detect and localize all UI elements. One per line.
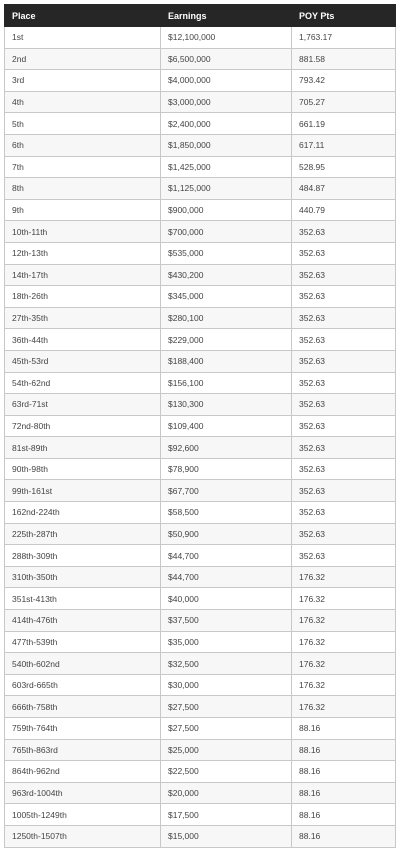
table-row [5,782,396,804]
table-row [5,566,396,588]
cell-place: 18th-26th [5,286,161,308]
cell-poy-pts: 176.32 [292,566,396,588]
table-row [5,221,396,243]
cell-poy-pts: 88.16 [292,718,396,740]
cell-earnings: $4,000,000 [161,70,292,92]
cell-poy-pts: 88.16 [292,804,396,826]
cell-place: 3rd [5,70,161,92]
cell-earnings: $35,000 [161,631,292,653]
table-row [5,653,396,675]
cell-earnings: $700,000 [161,221,292,243]
cell-place: 1st [5,27,161,49]
cell-place: 12th-13th [5,242,161,264]
cell-poy-pts: 176.32 [292,653,396,675]
cell-poy-pts: 88.16 [292,825,396,847]
table-row [5,329,396,351]
table-row [5,825,396,847]
table-row [5,415,396,437]
cell-earnings: $3,000,000 [161,91,292,113]
cell-poy-pts: 352.63 [292,502,396,524]
cell-poy-pts: 352.63 [292,458,396,480]
cell-place: 10th-11th [5,221,161,243]
cell-earnings: $156,100 [161,372,292,394]
cell-earnings: $188,400 [161,350,292,372]
cell-earnings: $109,400 [161,415,292,437]
cell-place: 666th-758th [5,696,161,718]
cell-earnings: $6,500,000 [161,48,292,70]
cell-place: 36th-44th [5,329,161,351]
cell-place: 540th-602nd [5,653,161,675]
cell-place: 90th-98th [5,458,161,480]
table-row [5,134,396,156]
cell-poy-pts: 661.19 [292,113,396,135]
cell-earnings: $32,500 [161,653,292,675]
cell-place: 5th [5,113,161,135]
table-row [5,480,396,502]
cell-place: 2nd [5,48,161,70]
table-row [5,70,396,92]
table-row [5,588,396,610]
cell-place: 4th [5,91,161,113]
cell-place: 414th-476th [5,610,161,632]
table-row [5,48,396,70]
cell-poy-pts: 176.32 [292,696,396,718]
table-row [5,523,396,545]
table-row [5,739,396,761]
table-row [5,458,396,480]
cell-poy-pts: 88.16 [292,739,396,761]
cell-place: 81st-89th [5,437,161,459]
cell-poy-pts: 352.63 [292,437,396,459]
cell-poy-pts: 176.32 [292,631,396,653]
cell-earnings: $12,100,000 [161,27,292,49]
payout-table [4,4,396,848]
cell-poy-pts: 528.95 [292,156,396,178]
table-body [5,27,396,848]
cell-place: 14th-17th [5,264,161,286]
table-row [5,178,396,200]
cell-poy-pts: 176.32 [292,610,396,632]
table-row [5,286,396,308]
cell-earnings: $37,500 [161,610,292,632]
header-row [5,5,396,27]
table-row [5,394,396,416]
cell-poy-pts: 484.87 [292,178,396,200]
table-header [5,5,396,27]
table-row [5,307,396,329]
table-row [5,156,396,178]
table-row [5,27,396,49]
header-poy-pts: POY Pts [292,5,396,27]
cell-place: 45th-53rd [5,350,161,372]
table-row [5,502,396,524]
cell-earnings: $535,000 [161,242,292,264]
cell-earnings: $2,400,000 [161,113,292,135]
cell-place: 6th [5,134,161,156]
cell-earnings: $345,000 [161,286,292,308]
table-row [5,610,396,632]
table-row [5,545,396,567]
cell-place: 603rd-665th [5,674,161,696]
table-row [5,804,396,826]
cell-earnings: $40,000 [161,588,292,610]
cell-place: 477th-539th [5,631,161,653]
table-row [5,113,396,135]
cell-place: 765th-863rd [5,739,161,761]
cell-poy-pts: 352.63 [292,307,396,329]
cell-earnings: $27,500 [161,696,292,718]
cell-poy-pts: 881.58 [292,48,396,70]
table-row [5,264,396,286]
cell-poy-pts: 352.63 [292,415,396,437]
cell-earnings: $430,200 [161,264,292,286]
cell-place: 8th [5,178,161,200]
cell-place: 27th-35th [5,307,161,329]
cell-place: 1250th-1507th [5,825,161,847]
cell-earnings: $1,850,000 [161,134,292,156]
cell-place: 63rd-71st [5,394,161,416]
cell-earnings: $27,500 [161,718,292,740]
cell-place: 1005th-1249th [5,804,161,826]
table-row [5,631,396,653]
cell-place: 288th-309th [5,545,161,567]
table-row [5,91,396,113]
cell-poy-pts: 88.16 [292,782,396,804]
cell-poy-pts: 352.63 [292,394,396,416]
table-row [5,199,396,221]
cell-place: 351st-413th [5,588,161,610]
cell-earnings: $229,000 [161,329,292,351]
cell-poy-pts: 352.63 [292,372,396,394]
cell-place: 310th-350th [5,566,161,588]
cell-earnings: $1,425,000 [161,156,292,178]
table-row [5,718,396,740]
cell-poy-pts: 352.63 [292,329,396,351]
cell-place: 9th [5,199,161,221]
header-earnings: Earnings [161,5,292,27]
cell-poy-pts: 793.42 [292,70,396,92]
cell-earnings: $92,600 [161,437,292,459]
table-row [5,437,396,459]
table-row [5,350,396,372]
cell-poy-pts: 617.11 [292,134,396,156]
cell-earnings: $130,300 [161,394,292,416]
cell-poy-pts: 176.32 [292,588,396,610]
cell-poy-pts: 352.63 [292,264,396,286]
cell-earnings: $44,700 [161,566,292,588]
cell-poy-pts: 440.79 [292,199,396,221]
cell-earnings: $22,500 [161,761,292,783]
cell-place: 99th-161st [5,480,161,502]
cell-earnings: $15,000 [161,825,292,847]
cell-earnings: $58,500 [161,502,292,524]
cell-earnings: $280,100 [161,307,292,329]
cell-poy-pts: 352.63 [292,545,396,567]
cell-poy-pts: 352.63 [292,480,396,502]
cell-earnings: $17,500 [161,804,292,826]
cell-place: 162nd-224th [5,502,161,524]
cell-place: 759th-764th [5,718,161,740]
cell-poy-pts: 352.63 [292,221,396,243]
table-row [5,242,396,264]
cell-poy-pts: 1,763.17 [292,27,396,49]
cell-earnings: $900,000 [161,199,292,221]
cell-earnings: $78,900 [161,458,292,480]
cell-poy-pts: 176.32 [292,674,396,696]
table-row [5,696,396,718]
cell-poy-pts: 352.63 [292,523,396,545]
cell-poy-pts: 705.27 [292,91,396,113]
cell-poy-pts: 88.16 [292,761,396,783]
cell-place: 225th-287th [5,523,161,545]
table-row [5,674,396,696]
cell-earnings: $44,700 [161,545,292,567]
header-place: Place [5,5,161,27]
table-row [5,761,396,783]
cell-poy-pts: 352.63 [292,242,396,264]
cell-place: 7th [5,156,161,178]
table-row [5,372,396,394]
cell-poy-pts: 352.63 [292,286,396,308]
cell-earnings: $20,000 [161,782,292,804]
cell-place: 864th-962nd [5,761,161,783]
cell-earnings: $50,900 [161,523,292,545]
cell-place: 54th-62nd [5,372,161,394]
cell-earnings: $25,000 [161,739,292,761]
cell-place: 963rd-1004th [5,782,161,804]
cell-earnings: $30,000 [161,674,292,696]
cell-earnings: $1,125,000 [161,178,292,200]
cell-poy-pts: 352.63 [292,350,396,372]
cell-earnings: $67,700 [161,480,292,502]
cell-place: 72nd-80th [5,415,161,437]
